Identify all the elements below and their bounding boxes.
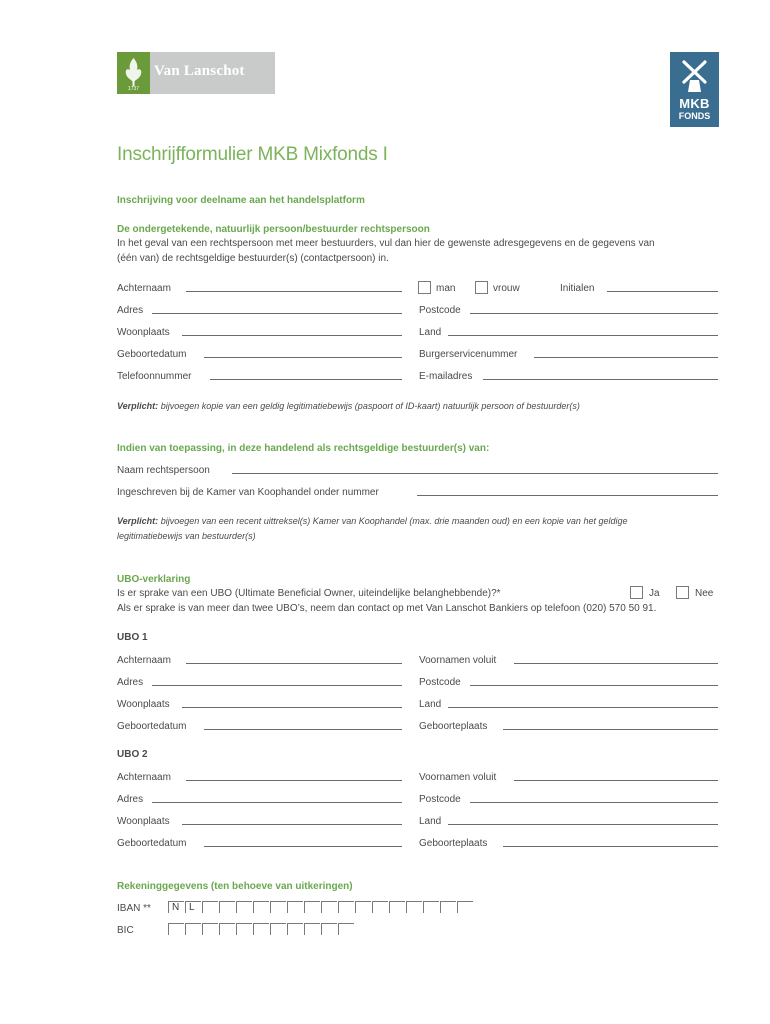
geboortedatum-label: Geboortedatum <box>117 349 187 360</box>
iban-char-box[interactable] <box>423 901 439 913</box>
kvk-label: Ingeschreven bij de Kamer van Koophandel onder nummer <box>117 487 379 498</box>
ubo1-adres-field[interactable] <box>152 685 402 686</box>
ubo1-adres-label: Adres <box>117 677 144 688</box>
iban-char-box[interactable]: L <box>185 901 201 913</box>
subtitle: Inschrijving voor deelname aan het handelsplatform <box>117 195 365 206</box>
vrouw-label: vrouw <box>493 283 520 294</box>
iban-char-box[interactable] <box>236 901 252 913</box>
iban-char-box[interactable] <box>457 901 473 913</box>
woonplaats-field[interactable] <box>182 335 402 336</box>
iban-char-box[interactable] <box>406 901 422 913</box>
postcode-field[interactable] <box>470 313 718 314</box>
ubo2-woonplaats-label: Woonplaats <box>117 816 170 827</box>
iban-char-box[interactable] <box>355 901 371 913</box>
section2-heading: Indien van toepassing, in deze handelend als rechtsgeldige bestuurder(s) van: <box>117 443 490 454</box>
achternaam-field[interactable] <box>186 291 402 292</box>
page-title: Inschrijfformulier MKB Mixfonds I <box>117 144 388 165</box>
ubo1-woonplaats-field[interactable] <box>182 707 402 708</box>
iban-char-box[interactable] <box>321 901 337 913</box>
bic-char-box[interactable] <box>270 923 286 935</box>
ubo2-achternaam-field[interactable] <box>186 780 402 781</box>
kvk-field[interactable] <box>417 495 718 496</box>
bic-char-box[interactable] <box>338 923 354 935</box>
ubo1-land-field[interactable] <box>448 707 718 708</box>
iban-char-box[interactable] <box>287 901 303 913</box>
bic-char-box[interactable] <box>287 923 303 935</box>
initialen-field[interactable] <box>607 291 718 292</box>
bic-char-box[interactable] <box>219 923 235 935</box>
nee-label: Nee <box>695 588 714 599</box>
ubo2-adres-label: Adres <box>117 794 144 805</box>
iban-char-box[interactable] <box>372 901 388 913</box>
bic-char-box[interactable] <box>236 923 252 935</box>
woonplaats-label: Woonplaats <box>117 327 170 338</box>
van-lanschot-logo <box>117 52 275 94</box>
bic-char-box[interactable] <box>202 923 218 935</box>
crest-icon: 1737 <box>117 52 150 94</box>
section2-note-1: Verplicht: bijvoegen van een recent uittreksel(s) Kamer van Koophandel (max. drie maanden oud) en een kopie van het geldige <box>117 516 628 526</box>
ubo2-land-label: Land <box>419 816 442 827</box>
ja-label: Ja <box>649 588 660 599</box>
land-label: Land <box>419 327 442 338</box>
section1-intro-1: In het geval van een rechtspersoon met meer bestuurders, vul dan hier de gewenste adresgegevens en de gegevens van <box>117 238 655 249</box>
section1-intro-2: (één van) de rechtsgeldige bestuurder(s) (contactpersoon) in. <box>117 253 389 264</box>
iban-char-box[interactable] <box>270 901 286 913</box>
iban-char-box[interactable] <box>219 901 235 913</box>
ja-checkbox[interactable] <box>630 586 643 599</box>
email-field[interactable] <box>483 379 718 380</box>
section2-note-2: legitimatiebewijs van bestuurder(s) <box>117 531 256 541</box>
ubo1-achternaam-label: Achternaam <box>117 655 171 666</box>
initialen-label: Initialen <box>560 283 595 294</box>
iban-label: IBAN ** <box>117 903 151 914</box>
achternaam-label: Achternaam <box>117 283 171 294</box>
iban-char-box[interactable] <box>338 901 354 913</box>
bic-char-box[interactable] <box>185 923 201 935</box>
ubo2-geboortedatum-label: Geboortedatum <box>117 838 187 849</box>
ubo1-geboortedatum-field[interactable] <box>204 729 402 730</box>
ubo1-voornamen-field[interactable] <box>514 663 718 664</box>
windmill-icon <box>679 58 710 94</box>
postcode-label: Postcode <box>419 305 461 316</box>
ubo1-heading: UBO 1 <box>117 632 148 643</box>
ubo2-geboorteplaats-field[interactable] <box>503 846 718 847</box>
ubo1-voornamen-label: Voornamen voluit <box>419 655 497 666</box>
ubo2-heading: UBO 2 <box>117 749 148 760</box>
iban-char-box[interactable]: N <box>168 901 184 913</box>
ubo1-land-label: Land <box>419 699 442 710</box>
ubo-question: Is er sprake van een UBO (Ultimate Beneficial Owner, uiteindelijke belanghebbende)?* <box>117 588 501 599</box>
ubo1-achternaam-field[interactable] <box>186 663 402 664</box>
ubo1-geboortedatum-label: Geboortedatum <box>117 721 187 732</box>
ubo2-postcode-label: Postcode <box>419 794 461 805</box>
ubo1-postcode-field[interactable] <box>470 685 718 686</box>
brand-name: Van Lanschot <box>154 63 245 79</box>
ubo1-geboorteplaats-label: Geboorteplaats <box>419 721 488 732</box>
ubo1-geboorteplaats-field[interactable] <box>503 729 718 730</box>
ubo2-woonplaats-field[interactable] <box>182 824 402 825</box>
bsn-field[interactable] <box>534 357 718 358</box>
telefoon-label: Telefoonnummer <box>117 371 192 382</box>
iban-char-box[interactable] <box>253 901 269 913</box>
naam-rechtspersoon-label: Naam rechtspersoon <box>117 465 210 476</box>
bsn-label: Burgerservicenummer <box>419 349 518 360</box>
man-checkbox[interactable] <box>418 281 431 294</box>
bic-char-box[interactable] <box>321 923 337 935</box>
ubo2-land-field[interactable] <box>448 824 718 825</box>
email-label: E-mailadres <box>419 371 473 382</box>
ubo2-voornamen-field[interactable] <box>514 780 718 781</box>
ubo2-geboorteplaats-label: Geboorteplaats <box>419 838 488 849</box>
ubo1-postcode-label: Postcode <box>419 677 461 688</box>
iban-char-box[interactable] <box>389 901 405 913</box>
section1-heading: De ondergetekende, natuurlijk persoon/bestuurder rechtspersoon <box>117 224 430 235</box>
bic-char-box[interactable] <box>253 923 269 935</box>
man-label: man <box>436 283 456 294</box>
ubo2-adres-field[interactable] <box>152 802 402 803</box>
mkb-fonds-logo: MKB FONDS <box>670 52 719 127</box>
bank-heading: Rekeninggegevens (ten behoeve van uitkeringen) <box>117 881 353 892</box>
nee-checkbox[interactable] <box>676 586 689 599</box>
iban-char-box[interactable] <box>440 901 456 913</box>
ubo1-woonplaats-label: Woonplaats <box>117 699 170 710</box>
ubo2-geboortedatum-field[interactable] <box>204 846 402 847</box>
bic-char-box[interactable] <box>304 923 320 935</box>
bic-label: BIC <box>117 925 134 936</box>
vrouw-checkbox[interactable] <box>475 281 488 294</box>
adres-label: Adres <box>117 305 144 316</box>
ubo-contact: Als er sprake is van meer dan twee UBO’s, neem dan contact op met Van Lanschot Bankiers op telefoon (020) 570 50 91. <box>117 603 657 614</box>
bic-char-box[interactable] <box>168 923 184 935</box>
ubo-heading: UBO-verklaring <box>117 574 191 585</box>
land-field[interactable] <box>448 335 718 336</box>
iban-char-box[interactable] <box>202 901 218 913</box>
telefoon-field[interactable] <box>210 379 402 380</box>
ubo2-voornamen-label: Voornamen voluit <box>419 772 497 783</box>
naam-rechtspersoon-field[interactable] <box>232 473 718 474</box>
iban-char-box[interactable] <box>304 901 320 913</box>
ubo2-postcode-field[interactable] <box>470 802 718 803</box>
geboortedatum-field[interactable] <box>204 357 402 358</box>
adres-field[interactable] <box>152 313 402 314</box>
ubo2-achternaam-label: Achternaam <box>117 772 171 783</box>
section1-note: Verplicht: bijvoegen kopie van een geldig legitimatiebewijs (paspoort of ID-kaart) natuurlijk persoon of bestuurder(s) <box>117 401 580 411</box>
